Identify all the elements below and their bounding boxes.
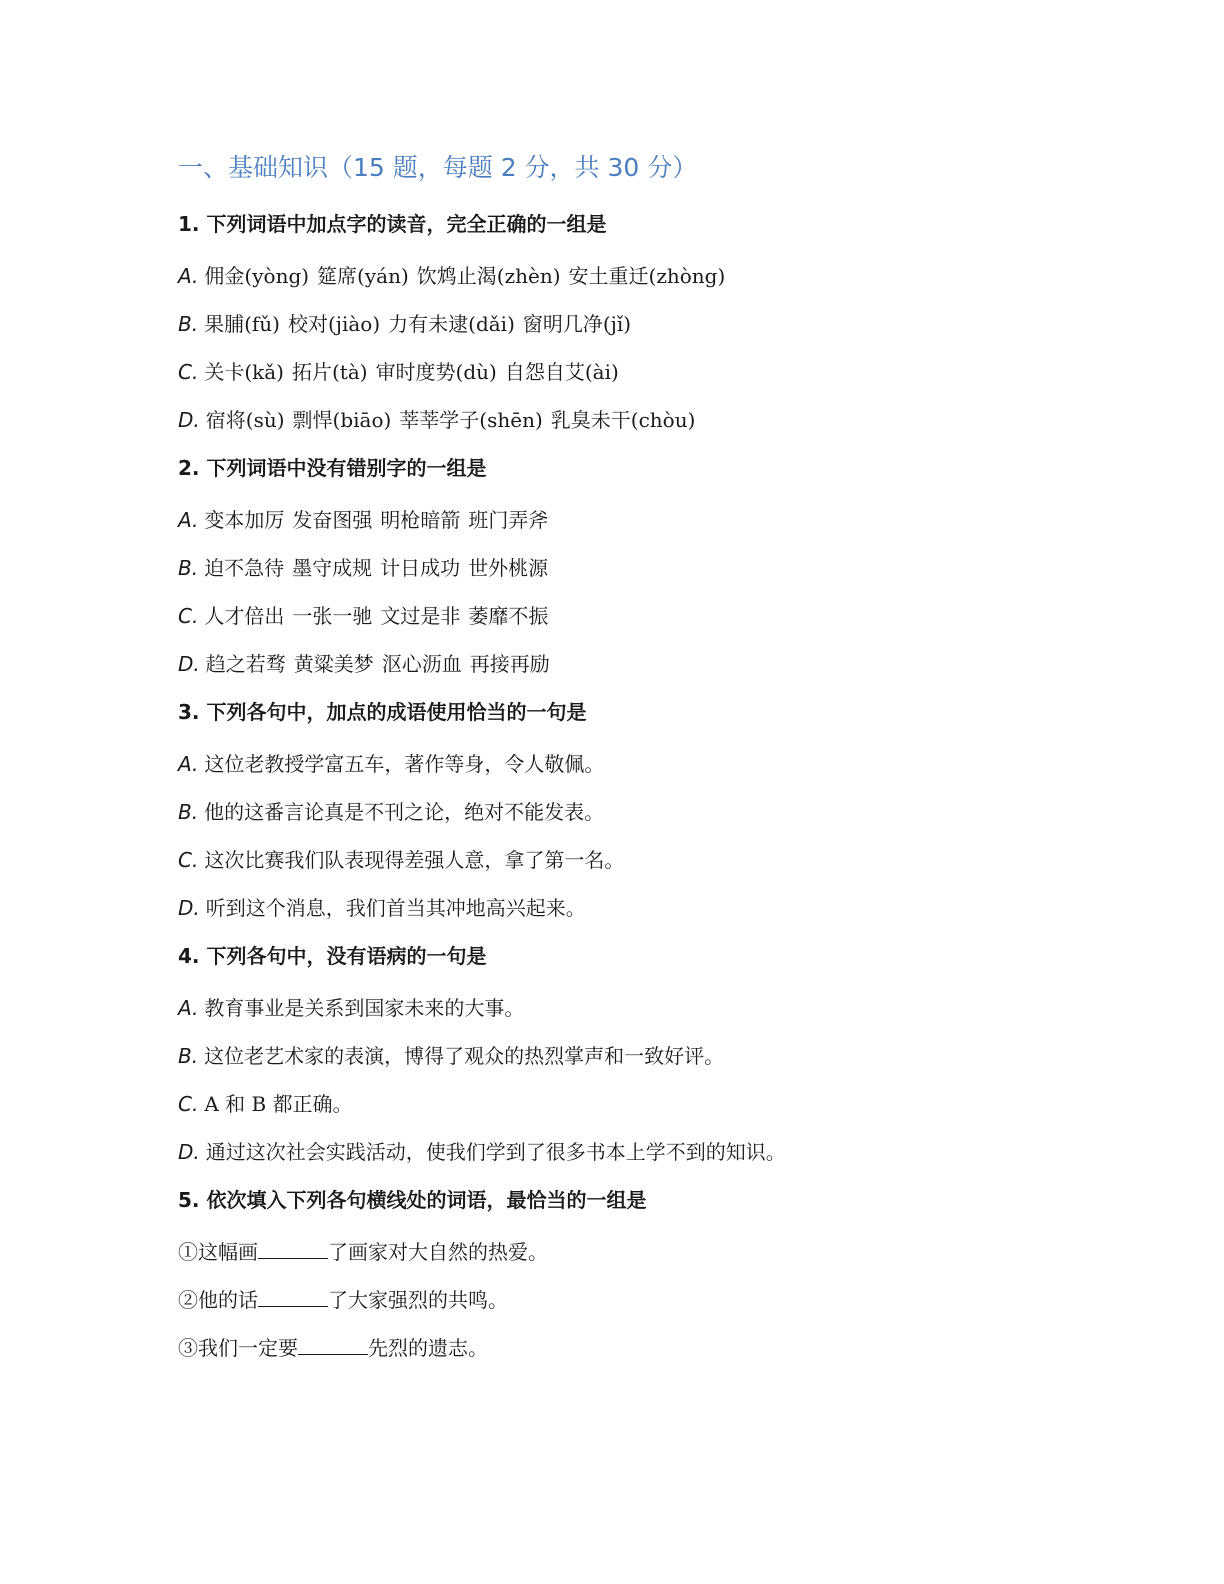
option-text: 明枪暗箭 <box>380 508 461 532</box>
option-text: 迫不急待 <box>204 556 285 580</box>
question-title: 5. 依次填入下列各句横线处的词语，最恰当的一组是 <box>178 1188 647 1212</box>
option-text: 饮鸩止渴(zhèn) <box>416 264 561 288</box>
question-title: 2. 下列词语中没有错别字的一组是 <box>178 456 487 480</box>
option-text: 人才倍出 <box>204 604 285 628</box>
option-letter: B. <box>178 556 199 580</box>
option-a <box>178 994 1078 1022</box>
fill-text-before: ③我们一定要 <box>178 1336 298 1360</box>
option-letter: A. <box>178 508 199 532</box>
option-letter: D. <box>178 408 200 432</box>
option-d <box>178 1138 1078 1166</box>
option-letter: A. <box>178 264 199 288</box>
question-5 <box>178 1186 1078 1362</box>
fill-text-before: ②他的话 <box>178 1288 258 1312</box>
option-text: 乳臭未干(chòu) <box>550 408 696 432</box>
option-letter: A. <box>178 996 199 1020</box>
option-text: 这位老教授学富五车，著作等身，令人敬佩。 <box>204 752 605 776</box>
question-title: 1. 下列词语中加点字的读音，完全正确的一组是 <box>178 212 607 236</box>
option-d <box>178 406 1078 434</box>
option-c <box>178 846 1078 874</box>
option-c <box>178 602 1078 630</box>
option-letter: C. <box>178 360 199 384</box>
option-text: 窗明几净(jǐ) <box>522 312 632 336</box>
option-a <box>178 262 1078 290</box>
option-text: 趋之若骛 <box>205 652 286 676</box>
fill-item-1 <box>178 1238 1078 1266</box>
fill-text-after: 先烈的遗志。 <box>368 1336 488 1360</box>
option-text: 关卡(kǎ) <box>204 360 284 384</box>
question-title: 4. 下列各句中，没有语病的一句是 <box>178 944 487 968</box>
option-text: 这次比赛我们队表现得差强人意，拿了第一名。 <box>204 848 625 872</box>
option-letter: B. <box>178 312 199 336</box>
option-text: 变本加厉 <box>204 508 285 532</box>
option-text: A 和 B 都正确。 <box>204 1092 353 1116</box>
option-text: 佣金(yòng) <box>204 264 310 288</box>
option-text: 萎靡不振 <box>468 604 549 628</box>
option-text: 果脯(fǔ) <box>204 312 280 336</box>
question-list <box>178 210 1078 1166</box>
option-letter: B. <box>178 800 199 824</box>
option-d <box>178 894 1078 922</box>
option-b <box>178 554 1078 582</box>
question-3 <box>178 698 1078 922</box>
option-text: 他的这番言论真是不刊之论，绝对不能发表。 <box>204 800 605 824</box>
option-text: 自怨自艾(ài) <box>504 360 619 384</box>
option-text: 力有未逮(dǎi) <box>388 312 515 336</box>
option-text: 审时度势(dù) <box>375 360 497 384</box>
option-letter: A. <box>178 752 199 776</box>
option-a <box>178 506 1078 534</box>
section-title: 一、基础知识（15 题，每题 2 分，共 30 分） <box>178 153 698 182</box>
option-c <box>178 1090 1078 1118</box>
question-title: 3. 下列各句中，加点的成语使用恰当的一句是 <box>178 700 587 724</box>
option-letter: D. <box>178 652 200 676</box>
option-text: 这位老艺术家的表演，博得了观众的热烈掌声和一致好评。 <box>204 1044 725 1068</box>
option-text: 计日成功 <box>380 556 461 580</box>
blank-line <box>258 1288 328 1307</box>
question-4 <box>178 942 1078 1166</box>
question-2 <box>178 454 1078 678</box>
fill-text-after: 了大家强烈的共鸣。 <box>328 1288 508 1312</box>
option-text: 世外桃源 <box>468 556 549 580</box>
option-text: 墨守成规 <box>292 556 373 580</box>
blank-line <box>258 1240 328 1259</box>
option-c <box>178 358 1078 386</box>
option-text: 莘莘学子(shēn) <box>399 408 543 432</box>
option-text: 筵席(yán) <box>317 264 409 288</box>
option-text: 通过这次社会实践活动，使我们学到了很多书本上学不到的知识。 <box>205 1140 786 1164</box>
fill-text-before: ①这幅画 <box>178 1240 258 1264</box>
option-text: 发奋图强 <box>292 508 373 532</box>
option-letter: D. <box>178 1140 200 1164</box>
option-text: 沤心沥血 <box>381 652 462 676</box>
option-text: 安土重迁(zhòng) <box>568 264 726 288</box>
option-text: 班门弄斧 <box>468 508 549 532</box>
option-b <box>178 1042 1078 1070</box>
option-text: 再接再励 <box>469 652 550 676</box>
option-text: 听到这个消息，我们首当其冲地高兴起来。 <box>205 896 586 920</box>
option-letter: C. <box>178 1092 199 1116</box>
option-text: 教育事业是关系到国家未来的大事。 <box>204 996 525 1020</box>
question-1 <box>178 210 1078 434</box>
option-text: 黄粱美梦 <box>293 652 374 676</box>
blank-line <box>298 1336 368 1355</box>
option-b <box>178 310 1078 338</box>
option-letter: C. <box>178 604 199 628</box>
option-letter: D. <box>178 896 200 920</box>
option-text: 宿将(sù) <box>205 408 285 432</box>
option-text: 剽悍(biāo) <box>292 408 392 432</box>
option-b <box>178 798 1078 826</box>
option-text: 文过是非 <box>380 604 461 628</box>
option-letter: B. <box>178 1044 199 1068</box>
fill-text-after: 了画家对大自然的热爱。 <box>328 1240 548 1264</box>
document-page <box>178 148 1078 1382</box>
fill-item-2 <box>178 1286 1078 1314</box>
option-text: 一张一驰 <box>292 604 373 628</box>
option-text: 拓片(tà) <box>291 360 368 384</box>
option-text: 校对(jiào) <box>287 312 381 336</box>
option-a <box>178 750 1078 778</box>
option-d <box>178 650 1078 678</box>
fill-item-3 <box>178 1334 1078 1362</box>
option-letter: C. <box>178 848 199 872</box>
